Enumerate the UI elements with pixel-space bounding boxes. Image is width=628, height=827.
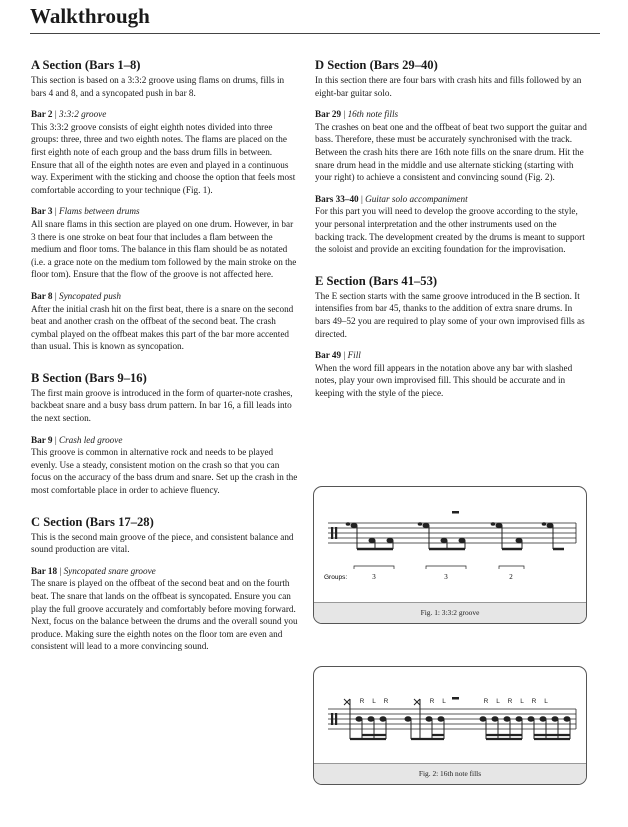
section-e — [315, 274, 587, 400]
group-number: 3 — [372, 573, 376, 581]
section-c — [31, 515, 299, 653]
bar-heading: Bar 9 | Crash led groove — [31, 434, 123, 445]
bar-text: The crashes on beat one and the offbeat of beat two support the guitar and bass. Therefore, these must be accurately synchronised with the track. Between the crash hits there are 16th note fills on the snare drum. Hit the snare drum head in the middle and use alternate sticking (starting with your right) to achieve a consistent and convincing sound (Fig. 2). — [315, 121, 587, 183]
sticking-letter: L — [520, 698, 524, 705]
groups-label: Groups: — [324, 574, 348, 581]
bar-text: All snare flams in this section are played on one drum. However, in bar 3 there is one stroke on beat four that includes a flam between the medium and floor toms. The balance in this flam should be as notated (i.e. a grace note on the medium tom followed by the main stroke on the floor tom). Ensure that the flow of the groove is not affected here. — [31, 218, 297, 280]
bar-text: After the initial crash hit on the first beat, there is a snare on the second beat and another crash on the offbeat of the second beat. The crash cymbal played on the offbeat makes this part of the bar more accented than usual. This is known as syncopation. — [31, 303, 294, 352]
section-intro: This section is based on a 3:3:2 groove using flams on drums, fills in bars 4 and 8, and a syncopated push in bar 8. — [31, 75, 285, 98]
bar-heading: Bar 18 | Syncopated snare groove — [31, 565, 156, 576]
figure-2 — [313, 666, 587, 785]
bar-text: This 3:3:2 groove consists of eight eighth notes divided into three groups: three, three and two eighth notes. The flams are placed on the first eighth note of each group and the bass drum fills in between. Ensure that all of the eighth notes are even and played in a continuous way. Experiment with the sticking and choose the option that feels most comfortable according to your technique (Fig. 1). — [31, 121, 296, 195]
fig2-notation — [314, 667, 586, 763]
sticking-letter: R — [531, 698, 537, 705]
section-b — [31, 371, 299, 497]
section-intro: The first main groove is introduced in the form of quarter-note crashes, backbeat snare and a busy bass drum pattern. In bar 16, a fill leads into the next section. — [31, 387, 293, 424]
sticking-letter: R — [507, 698, 513, 705]
bar-text: The snare is played on the offbeat of the second beat and on the fourth beat. The snare that lands on the offbeat is syncopated. Ensure you can play the full groove accurately and comfortably before moving forward. Next, focus on the balance between the drums and the overall sound you produce. Making sure the eighth notes on the floor tom are even and consistent will lead to a more convincing sound. — [31, 578, 298, 652]
rest-icon — [452, 697, 459, 700]
sticking-letter: R — [483, 698, 489, 705]
sticking-letter: L — [372, 698, 376, 705]
section-intro: This is the second main groove of the piece, and consistent balance and sound production are vital. — [31, 531, 294, 555]
title-rule — [30, 33, 600, 34]
page-title: Walkthrough — [30, 4, 150, 28]
percussion-clef-icon — [331, 713, 333, 725]
bar-heading: Bar 29 | 16th note fills — [315, 109, 399, 120]
bar-text: When the word fill appears in the notation above any bar with slashed notes, play your own improvised fill. This should be accurate and in keeping with the style of the piece. — [315, 362, 573, 398]
sticking-letter: L — [496, 698, 500, 705]
sticking-letter: R — [359, 698, 365, 705]
section-heading: B Section (Bars 9–16) — [31, 370, 147, 385]
figure-1 — [313, 486, 587, 624]
bar-text: For this part you will need to develop the groove according to the style, your personal interpretation and the other instruments used on the backing track. The development created by the drums is meant to support the soloist and provide an exciting foundation for the improvisation. — [315, 206, 585, 255]
section-d — [315, 58, 587, 256]
percussion-clef-icon — [331, 527, 333, 539]
sticking-letter: R — [429, 698, 435, 705]
section-heading: E Section (Bars 41–53) — [315, 273, 438, 288]
section-a — [31, 58, 299, 353]
sticking-letter: L — [544, 698, 548, 705]
section-heading: A Section (Bars 1–8) — [31, 58, 141, 72]
rest-icon — [452, 511, 459, 514]
group-number: 3 — [444, 573, 448, 581]
bar-heading: Bar 2 | 3:3:2 groove — [31, 109, 107, 120]
section-intro: In this section there are four bars with crash hits and fills followed by an eight-bar guitar solo. — [315, 75, 582, 98]
right-column — [315, 58, 587, 417]
bar-text: This groove is common in alternative rock and needs to be played evenly. Use a steady, consistent motion on the crash so that you can focus on the accuracy of the bass drum and snare. Set up the crash in the most comfortable place in order to achieve fluency. — [31, 447, 298, 496]
sticking-letter: R — [383, 698, 389, 705]
section-intro: The E section starts with the same groove introduced in the B section. It intensifies from bar 45, thanks to the addition of extra snare drums. In bars 49–52 you are required to play some of your own improvised fills as directed. — [315, 290, 585, 339]
figure-caption: Fig. 1: 3:3:2 groove — [314, 602, 586, 623]
section-heading: C Section (Bars 17–28) — [31, 514, 154, 529]
left-column — [31, 58, 299, 671]
fig1-notation — [314, 487, 586, 602]
bar-heading: Bar 8 | Syncopated push — [31, 290, 121, 301]
bar-heading: Bar 49 | Fill — [315, 350, 361, 361]
figure-caption: Fig. 2: 16th note fills — [314, 763, 586, 784]
group-number: 2 — [509, 573, 513, 581]
section-heading: D Section (Bars 29–40) — [315, 58, 438, 72]
sticking-letter: L — [442, 698, 446, 705]
bar-heading: Bar 3 | Flams between drums — [31, 206, 140, 217]
bar-heading: Bars 33–40 | Guitar solo accompaniment — [315, 193, 468, 204]
